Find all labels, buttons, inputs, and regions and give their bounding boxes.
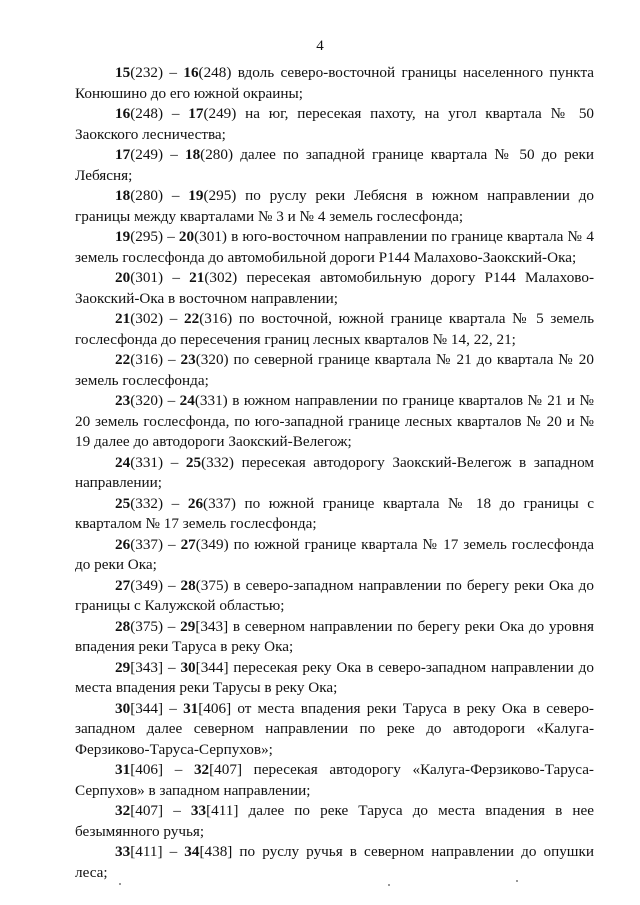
boundary-segment-paragraph bbox=[75, 63, 594, 104]
boundary-segment-paragraph bbox=[75, 576, 594, 617]
boundary-segment-paragraph bbox=[75, 760, 594, 801]
segment-end-point: 28 bbox=[180, 576, 196, 594]
segment-start-point: 20 bbox=[115, 269, 131, 286]
segment-dash: – bbox=[163, 658, 181, 676]
segment-end-point: 30 bbox=[180, 658, 196, 676]
segment-start-ref: (301) bbox=[130, 269, 164, 286]
segment-start-point: 25 bbox=[115, 494, 131, 512]
boundary-segment-paragraph bbox=[75, 801, 594, 842]
segment-start-point: 27 bbox=[115, 576, 131, 594]
segment-start-ref: (375) bbox=[130, 617, 164, 635]
segment-end-ref: (337) bbox=[203, 494, 236, 512]
segment-start-point: 26 bbox=[115, 535, 131, 553]
segment-start-ref: (332) bbox=[130, 494, 164, 512]
segment-start-point: 24 bbox=[115, 453, 131, 471]
segment-dash: – bbox=[163, 494, 188, 512]
segment-end-ref: [407] bbox=[209, 761, 243, 778]
segment-start-point: 28 bbox=[115, 617, 131, 635]
segment-end-point: 21 bbox=[189, 269, 205, 286]
boundary-segment-paragraph bbox=[75, 617, 594, 658]
segment-end-ref: (280) bbox=[200, 146, 234, 163]
boundary-segment-paragraph bbox=[75, 104, 594, 145]
segment-dash: – bbox=[163, 699, 184, 717]
segment-dash: – bbox=[163, 761, 194, 778]
segment-end-ref: (320) bbox=[195, 351, 229, 368]
segment-description: пересекая реку Ока в северо-западном направлении до места впадения реки Тарусы в реку Ока; bbox=[75, 658, 594, 696]
segment-description: по руслу реки Лебясня в южном направлении до границы между кварталами № 3 и № 4 земель гослесфонда; bbox=[75, 187, 595, 225]
segment-start-point: 33 bbox=[115, 843, 131, 860]
segment-end-ref: (301) bbox=[194, 228, 227, 245]
segment-end-ref: (349) bbox=[195, 535, 229, 553]
boundary-segment-paragraph bbox=[75, 658, 594, 699]
segment-start-point: 16 bbox=[115, 105, 131, 122]
scan-speck bbox=[388, 884, 390, 886]
segment-start-point: 30 bbox=[115, 699, 131, 717]
segment-dash: – bbox=[163, 535, 181, 553]
segment-end-ref: (249) bbox=[203, 105, 237, 122]
scan-speck bbox=[119, 883, 121, 885]
segment-start-point: 31 bbox=[115, 761, 131, 778]
segment-start-ref: [411] bbox=[130, 843, 163, 860]
segment-end-point: 18 bbox=[184, 146, 201, 163]
segment-description: пересекая автодорогу Заокский-Велегож в западном направлении; bbox=[75, 453, 594, 491]
segment-end-point: 20 bbox=[178, 228, 195, 245]
segment-description: в северном направлении по берегу реки Ока до уровня впадения реки Таруса в реку Ока; bbox=[75, 617, 594, 655]
segment-description: от места впадения реки Таруса в реку Ока в северо-западном далее северном направлении по реке до автодороги «Калуга-Ферзиково-Таруса-Серпухов»; bbox=[75, 699, 594, 758]
segment-end-ref: [406] bbox=[198, 699, 232, 717]
segment-start-ref: (295) bbox=[130, 228, 164, 245]
segment-description: по руслу ручья в северном направлении до опушки леса; bbox=[75, 843, 594, 881]
segment-dash: – bbox=[163, 576, 181, 594]
segment-start-point: 18 bbox=[115, 187, 131, 204]
segment-dash: – bbox=[163, 64, 184, 81]
segment-description: на юг, пересекая пахоту, на угол квартала № 50 Заокского лесничества; bbox=[75, 105, 595, 143]
segment-start-point: 29 bbox=[115, 658, 131, 676]
segment-description: по южной границе квартала № 18 до границы с кварталом № 17 земель гослесфонда; bbox=[75, 494, 594, 532]
segment-end-point: 24 bbox=[179, 392, 195, 409]
segment-description: пересекая автомобильную дорогу Р144 Малахово-Заокский-Ока в восточном направлении; bbox=[75, 269, 595, 307]
segment-description: по южной границе квартала № 17 земель гослесфонда до реки Ока; bbox=[75, 535, 594, 573]
segment-description: далее по западной границе квартала № 50 до реки Лебясня; bbox=[75, 146, 595, 184]
segment-description: по северной границе квартала № 21 до квартала № 20 земель гослесфонда; bbox=[75, 351, 594, 389]
boundary-segment-paragraph bbox=[75, 186, 594, 227]
segment-end-ref: [343] bbox=[195, 617, 229, 635]
segment-end-ref: [411] bbox=[206, 802, 239, 819]
boundary-segment-paragraph bbox=[75, 494, 594, 535]
page-number: 4 bbox=[316, 38, 324, 54]
segment-start-ref: (302) bbox=[130, 310, 164, 327]
segment-start-point: 19 bbox=[115, 228, 131, 245]
segment-end-ref: (332) bbox=[201, 453, 234, 471]
segment-description: пересекая автодорогу «Калуга-Ферзиково-Таруса-Серпухов» в западном направлении; bbox=[75, 761, 594, 799]
segment-description: в южном направлении по границе кварталов № 21 и № 20 земель гослесфонда, по юго-западной границе лесных кварталов № 20 и № 19 далее до автодороги Заокский-Велегож; bbox=[75, 392, 594, 450]
segment-end-ref: [438] bbox=[199, 843, 233, 860]
boundary-segment-paragraph bbox=[75, 145, 594, 186]
segment-start-ref: [407] bbox=[130, 802, 164, 819]
segment-dash: – bbox=[163, 617, 181, 635]
segment-start-point: 21 bbox=[115, 310, 131, 327]
segment-start-point: 15 bbox=[115, 64, 131, 81]
segment-end-ref: [344] bbox=[195, 658, 229, 676]
segment-dash: – bbox=[163, 310, 185, 327]
segment-end-point: 22 bbox=[184, 310, 200, 327]
segment-end-point: 34 bbox=[184, 843, 200, 860]
segment-description: в северо-западном направлении по берегу реки Ока до границы с Калужской областью; bbox=[75, 576, 595, 614]
segment-start-ref: (316) bbox=[130, 351, 164, 368]
segment-description: вдоль северо-восточной границы населенного пункта Конюшино до его южной окраины; bbox=[75, 64, 595, 102]
segment-end-ref: (248) bbox=[198, 64, 232, 81]
boundary-segment-paragraph bbox=[75, 309, 594, 350]
segment-start-ref: [344] bbox=[130, 699, 164, 717]
segment-end-point: 33 bbox=[190, 802, 207, 819]
scan-speck bbox=[516, 880, 518, 882]
segment-end-point: 17 bbox=[188, 105, 204, 122]
boundary-segment-paragraph bbox=[75, 268, 594, 309]
document-body bbox=[75, 63, 594, 883]
segment-start-point: 17 bbox=[115, 146, 131, 163]
segment-dash: – bbox=[163, 351, 181, 368]
segment-dash: – bbox=[163, 453, 186, 471]
segment-end-point: 31 bbox=[183, 699, 199, 717]
segment-dash: – bbox=[163, 146, 185, 163]
segment-dash: – bbox=[163, 269, 190, 286]
segment-description: в юго-восточном направлении по границе квартала № 4 земель гослесфонда до автомобильной дороги Р144 Малахово-Заокский-Ока; bbox=[75, 228, 594, 266]
segment-start-point: 23 bbox=[115, 392, 131, 409]
segment-start-ref: (349) bbox=[130, 576, 164, 594]
segment-start-ref: (232) bbox=[130, 64, 164, 81]
segment-end-ref: (316) bbox=[199, 310, 233, 327]
segment-description: по восточной, южной границе квартала № 5 земель гослесфонда до пересечения границ лесных кварталов № 14, 22, 21; bbox=[75, 310, 595, 348]
boundary-segment-paragraph bbox=[75, 842, 594, 883]
segment-start-ref: (248) bbox=[130, 105, 164, 122]
segment-end-ref: (331) bbox=[194, 392, 228, 409]
segment-start-ref: (249) bbox=[130, 146, 164, 163]
segment-start-ref: [406] bbox=[130, 761, 164, 778]
segment-dash: – bbox=[163, 802, 191, 819]
boundary-segment-paragraph bbox=[75, 453, 594, 494]
boundary-segment-paragraph bbox=[75, 699, 594, 761]
segment-end-point: 19 bbox=[188, 187, 204, 204]
segment-start-ref: (280) bbox=[130, 187, 164, 204]
segment-end-point: 16 bbox=[183, 64, 199, 81]
segment-description: далее по реке Таруса до места впадения в нее безымянного ручья; bbox=[75, 802, 595, 840]
segment-dash: – bbox=[163, 228, 179, 245]
segment-end-point: 29 bbox=[180, 617, 196, 635]
segment-start-point: 22 bbox=[115, 351, 131, 368]
segment-start-ref: [343] bbox=[130, 658, 164, 676]
segment-end-point: 25 bbox=[185, 453, 202, 471]
segment-end-point: 27 bbox=[180, 535, 196, 553]
segment-dash: – bbox=[163, 105, 189, 122]
segment-start-ref: (320) bbox=[130, 392, 164, 409]
segment-end-ref: (295) bbox=[203, 187, 237, 204]
boundary-segment-paragraph bbox=[75, 535, 594, 576]
segment-start-ref: (331) bbox=[130, 453, 164, 471]
segment-dash: – bbox=[163, 392, 180, 409]
segment-end-ref: (375) bbox=[195, 576, 229, 594]
segment-end-ref: (302) bbox=[204, 269, 238, 286]
segment-end-point: 26 bbox=[187, 494, 204, 512]
segment-start-point: 32 bbox=[115, 802, 131, 819]
segment-end-point: 32 bbox=[193, 761, 210, 778]
segment-end-point: 23 bbox=[180, 351, 196, 368]
segment-dash: – bbox=[163, 187, 189, 204]
boundary-segment-paragraph bbox=[75, 227, 594, 268]
segment-dash: – bbox=[162, 843, 185, 860]
segment-start-ref: (337) bbox=[130, 535, 164, 553]
boundary-segment-paragraph bbox=[75, 391, 594, 453]
boundary-segment-paragraph bbox=[75, 350, 594, 391]
